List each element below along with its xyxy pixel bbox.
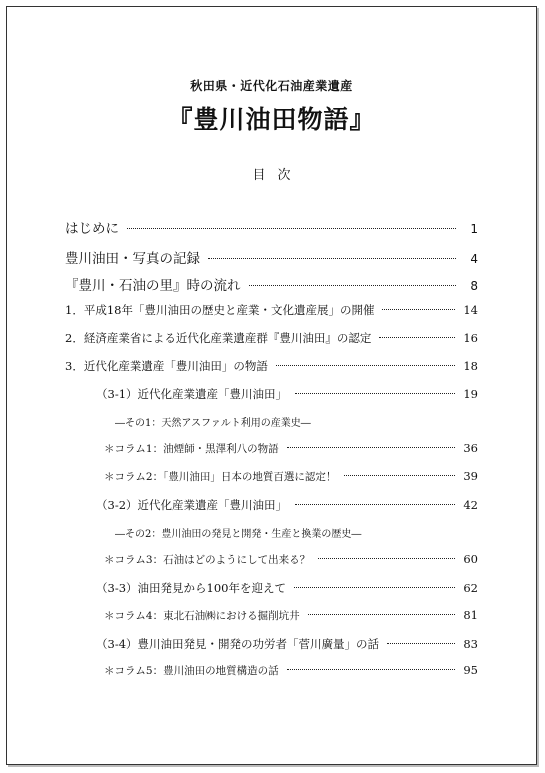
toc-leader-dots [249, 285, 457, 286]
toc-leader-dots [379, 337, 455, 338]
toc-leader-dots [382, 309, 455, 310]
toc-leader-dots [344, 475, 455, 476]
toc-entry-section-3-2[interactable] [96, 497, 478, 513]
toc-entry-column-5[interactable] [104, 663, 478, 678]
toc-entry-column-3[interactable] [104, 552, 478, 567]
toc-page-number: 83 [463, 637, 478, 651]
toc-page-number: 14 [463, 303, 478, 317]
toc-entry-title: （3-1）近代化産業遺産「豊川油田」 [96, 387, 288, 401]
toc-entry-title: （3-3）油田発見から100年を迎えて [96, 581, 286, 595]
toc-entry-section-3-1[interactable] [96, 386, 478, 402]
toc-entry-timeline[interactable] [65, 274, 478, 294]
document-subtitle: 秋田県・近代化石油産業遺産 [190, 79, 353, 93]
toc-leader-dots [127, 228, 456, 229]
toc-page-number: 8 [470, 279, 478, 293]
toc-page-number: 42 [463, 498, 478, 512]
toc-entry-section-2[interactable] [65, 330, 478, 346]
toc-entry-title: 1．平成18年「豊川油田の歴史と産業・文化遺産展」の開催 [65, 303, 375, 317]
toc-page-number: 62 [463, 581, 478, 595]
toc-entry-title: はじめに [65, 221, 119, 237]
toc-entry-column-1[interactable] [104, 441, 478, 456]
toc-page-number: 39 [463, 469, 478, 483]
toc-page-number: 4 [470, 252, 478, 266]
toc-entry-title: ＊コラム2：「豊川油田」日本の地質百選に認定！ [104, 471, 337, 483]
toc-entry-section-3-4[interactable] [96, 636, 478, 652]
toc-entry-section-1[interactable] [65, 302, 478, 318]
toc-page-number: 95 [463, 663, 478, 677]
toc-page-number: 60 [463, 552, 478, 566]
toc-page-number: 16 [463, 331, 478, 345]
toc-entry-title: 3．近代化産業遺産「豊川油田」の物語 [65, 359, 268, 373]
toc-entry-photo-record[interactable] [65, 247, 478, 267]
toc-heading: 目次 [252, 168, 303, 183]
toc-entry-intro[interactable] [65, 217, 478, 237]
toc-leader-dots [318, 558, 455, 559]
page-frame [6, 6, 537, 765]
toc-page-number: 19 [463, 387, 478, 401]
toc-leader-dots [276, 365, 456, 366]
document-title: 『豊川油田物語』 [167, 105, 376, 134]
toc-entry-title: ＊コラム5：豊川油田の地質構造の話 [104, 665, 279, 677]
toc-page-number: 18 [463, 359, 478, 373]
toc-entry-title: （3-4）豊川油田発見・開発の功労者「菅川廣量」の話 [96, 637, 380, 651]
toc-leader-dots [387, 643, 455, 644]
toc-entry-section-3[interactable] [65, 358, 478, 374]
toc-entry-title: ＊コラム4：東北石油㈱における掘削坑井 [104, 610, 300, 622]
toc-leader-dots [208, 258, 456, 259]
toc-entry-title: 2．経済産業省による近代化産業遺産群『豊川油田』の認定 [65, 331, 372, 345]
section-note-2: ―その2：豊川油田の発見と開発・生産と換業の歴史― [115, 529, 362, 540]
toc-entry-column-2[interactable] [104, 469, 478, 484]
toc-page-number: 81 [463, 608, 478, 622]
toc-entry-column-4[interactable] [104, 608, 478, 623]
toc-entry-title: ＊コラム1：油煙師・黒澤利八の物語 [104, 443, 279, 455]
toc-entry-title: 豊川油田・写真の記録 [65, 251, 200, 267]
toc-page-number: 1 [470, 222, 478, 236]
section-note-1: ―その1：天然アスファルト利用の産業史― [115, 418, 311, 429]
toc-leader-dots [294, 587, 455, 588]
toc-leader-dots [308, 614, 456, 615]
toc-leader-dots [295, 504, 455, 505]
toc-entry-title: 『豊川・石油の里』時の流れ [65, 278, 241, 294]
toc-leader-dots [287, 447, 456, 448]
toc-entry-title: （3-2）近代化産業遺産「豊川油田」 [96, 498, 288, 512]
toc-page-number: 36 [463, 441, 478, 455]
toc-leader-dots [295, 393, 455, 394]
toc-leader-dots [287, 669, 456, 670]
toc-entry-section-3-3[interactable] [96, 580, 478, 596]
toc-entry-title: ＊コラム3：石油はどのようにして出来る？ [104, 554, 311, 566]
